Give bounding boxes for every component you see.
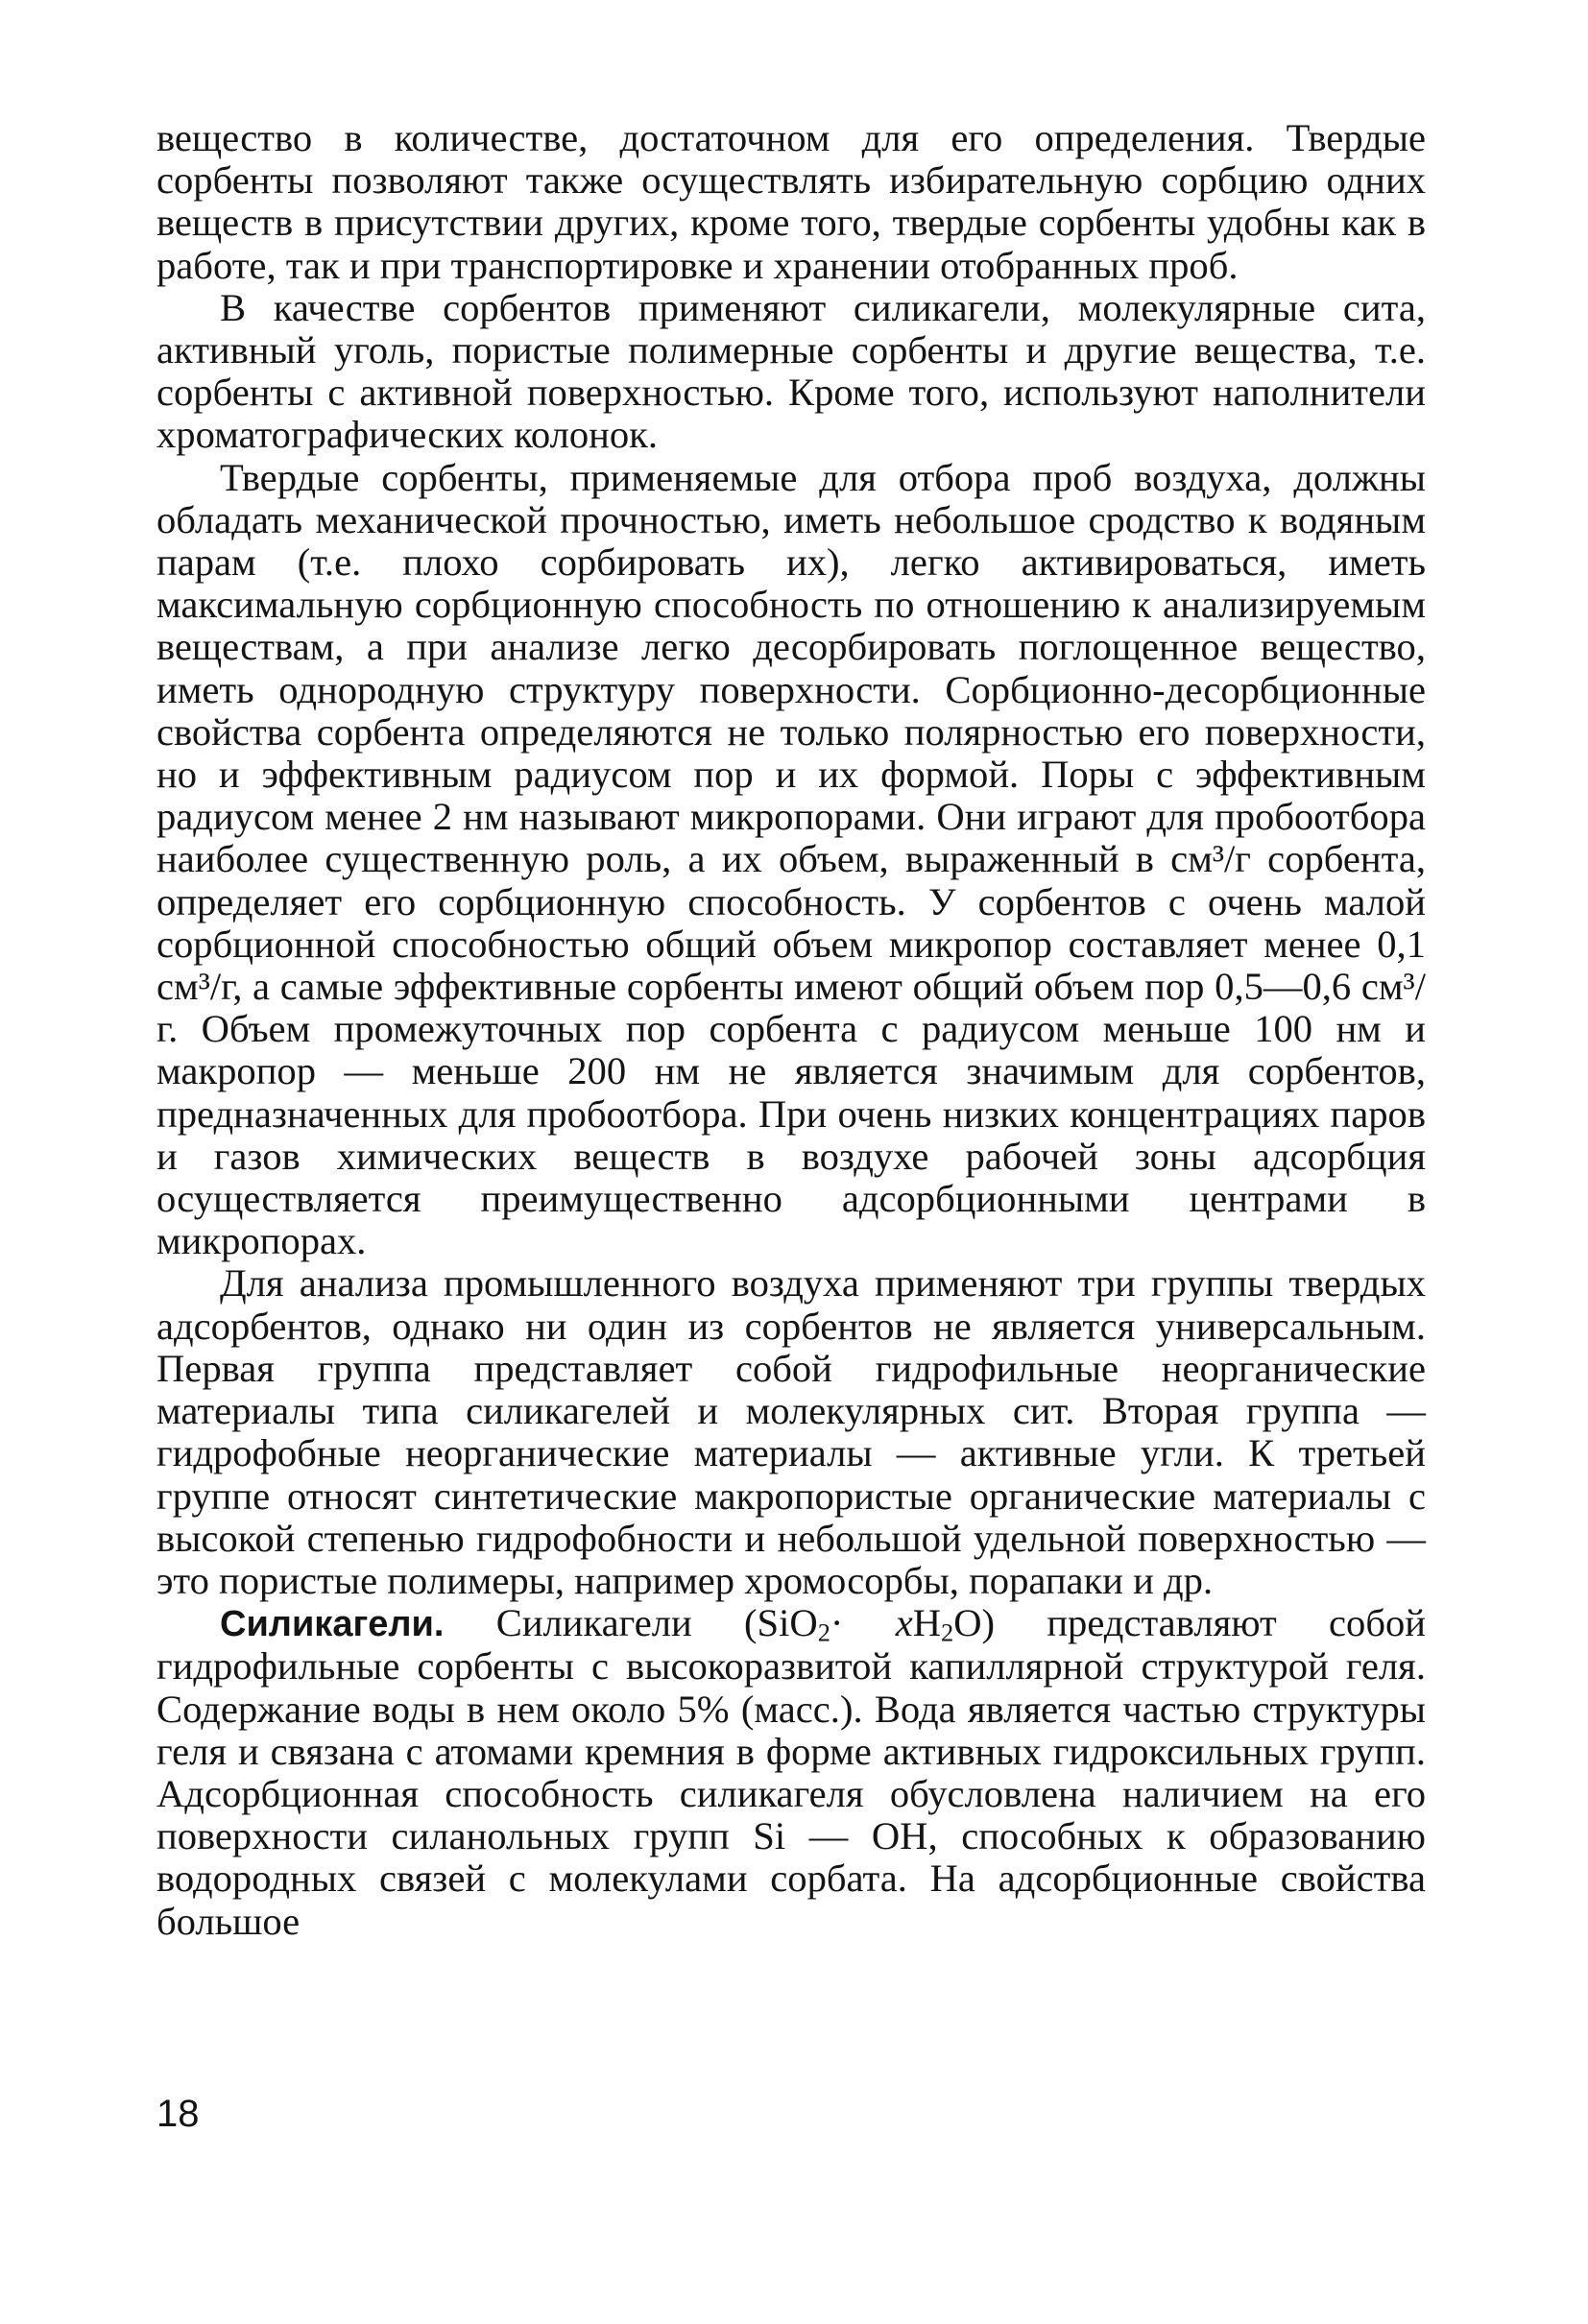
silica-text-before-formula: Силикагели (	[495, 1601, 758, 1645]
paragraph-adsorbent-groups: Для анализа промышленного воздуха применяют три группы твердых адсорбентов, однако ни один из сорбентов не является универсальным. Первая группа представляет собой гидрофильные неорганические материалы типа силикагелей и молекулярных сит. Вторая группа — гидрофобные неорганические материалы — активные угли. К третьей группе относят синтетические макропористые органические материалы с высокой степенью гидрофобности и небольшой удельной поверхностью — это пористые полимеры, например хромосорбы, порапаки и др.	[156, 1261, 1426, 1602]
section-term-silica-gels: Силикагели.	[220, 1604, 445, 1645]
page-number: 18	[156, 2093, 200, 2135]
paragraph-continuation: вещество в количестве, достаточном для его определения. Твердые сорбенты позволяют также осуществлять избирательную сорбцию одних веществ в присутствии других, кроме того, твердые сорбенты удобны как в работе, так и при транспортировке и хранении отобранных проб.	[156, 116, 1426, 287]
silica-formula: $SiO_2\cdot xH_2O$	[757, 1601, 982, 1647]
page-body	[156, 117, 1426, 1943]
silica-text-after-formula: ) представляют собой гидрофильные сорбенты с высокоразвитой капиллярной структурой геля. Содержание воды в нем около 5% (масс.). Вода является частью структуры геля и связана с атомами кремния в форме активных гидроксильных групп. Адсорбционная способность силикагеля обусловлена наличием на его поверхности силанольных групп Si — OH, способных к образованию водородных связей с молекулами сорбата. На адсорбционные свойства большое	[156, 1601, 1426, 1943]
paragraph-silica-gels	[156, 1602, 1426, 1943]
paragraph-sorbent-types: В качестве сорбентов применяют силикагели, молекулярные сита, активный уголь, пористые полимерные сорбенты и другие вещества, т.е. сорбенты с активной поверхностью. Кроме того, используют наполнители хроматографических колонок.	[156, 285, 1426, 457]
paragraph-sorbent-requirements: Твердые сорбенты, применяемые для отбора проб воздуха, должны обладать механической прочностью, иметь небольшое сродство к водяным парам (т.е. плохо сорбировать их), легко активироваться, иметь максимальную сорбционную способность по отношению к анализируемым веществам, а при анализе легко десорбировать поглощенное вещество, иметь однородную структуру поверхности. Сорбционно-десорбционные свойства сорбента определяются не только полярностью его поверхности, но и эффективным радиусом пор и их формой. Поры с эффективным радиусом менее 2 нм называют микропорами. Они играют для пробоотбора наиболее существенную роль, а их объем, выраженный в см³/г сорбента, определяет его сорбционную способность. У сорбентов с очень малой сорбционной способностью общий объем микропор составляет менее 0,1 см³/г, а самые эффективные сорбенты имеют общий объем пор 0,5—0,6 см³/г. Объем промежуточных пор сорбента с радиусом меньше 100 нм и макропор — меньше 200 нм не является значимым для сорбентов, предназначенных для пробоотбора. При очень низких концентрациях паров и газов химических веществ в воздухе рабочей зоны адсорбция осуществляется преимущественно адсорбционными центрами в микропорах.	[156, 455, 1426, 1263]
